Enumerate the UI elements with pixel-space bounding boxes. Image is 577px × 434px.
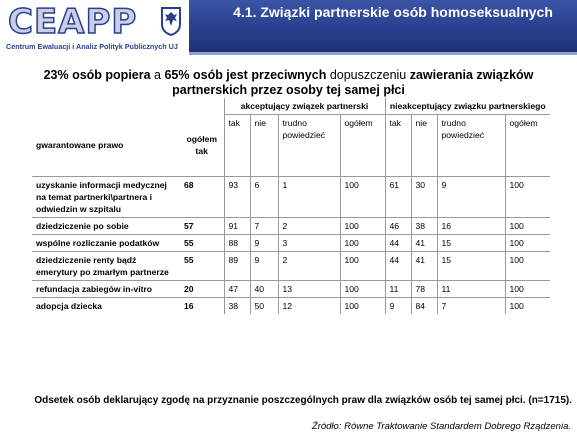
- table-row: [32, 281, 550, 298]
- row-a-hard: 2: [278, 252, 340, 281]
- row-a-total: 100: [340, 235, 385, 252]
- table-row: [32, 235, 550, 252]
- table-header-row: [32, 115, 550, 177]
- headline-connector: a: [150, 68, 165, 82]
- row-right: dziedziczenie renty bądź emerytury po zmarłym partnerze: [32, 252, 180, 281]
- row-a-no: 7: [250, 218, 278, 235]
- row-a-total: 100: [340, 218, 385, 235]
- row-a-yes: 47: [224, 281, 250, 298]
- row-right: wspólne rozliczanie podatków: [32, 235, 180, 252]
- row-a-yes: 93: [224, 177, 250, 218]
- row-total-yes: 55: [180, 252, 224, 281]
- col-header-right: gwarantowane prawo: [36, 140, 124, 151]
- table-body: [32, 177, 550, 315]
- row-n-no: 30: [411, 177, 437, 218]
- rights-table: [32, 98, 550, 314]
- row-n-hard: 11: [437, 281, 505, 298]
- table-row: [32, 298, 550, 315]
- row-n-yes: 44: [385, 252, 411, 281]
- group-accepting-header: akceptujący związek partnerski: [224, 98, 385, 115]
- row-a-no: 6: [250, 177, 278, 218]
- row-a-yes: 89: [224, 252, 250, 281]
- row-a-total: 100: [340, 298, 385, 315]
- headline-oppose: 65% osób jest przeciwnych: [164, 68, 327, 82]
- logo-subtitle: Centrum Ewaluacji i Analiz Polityk Publicznych UJ: [6, 42, 178, 51]
- row-n-no: 41: [411, 252, 437, 281]
- row-n-hard: 15: [437, 235, 505, 252]
- row-total-yes: 57: [180, 218, 224, 235]
- row-a-hard: 3: [278, 235, 340, 252]
- col-header-a-hard: trudno powiedzieć: [278, 115, 340, 177]
- row-a-hard: 2: [278, 218, 340, 235]
- col-header-a-yes: tak: [224, 115, 250, 177]
- row-a-hard: 12: [278, 298, 340, 315]
- row-n-no: 41: [411, 235, 437, 252]
- row-n-hard: 16: [437, 218, 505, 235]
- headline-middle: dopuszczeniu: [326, 68, 410, 82]
- footer-note: Odsetek osób deklarujący zgodę na przyznanie poszczególnych praw dla związków osób tej samej płci. (n=1715).: [34, 395, 572, 406]
- headline-topic: zawierania związków partnerskich przez osoby tej samej płci: [172, 68, 534, 97]
- row-n-yes: 11: [385, 281, 411, 298]
- row-n-yes: 61: [385, 177, 411, 218]
- row-n-yes: 9: [385, 298, 411, 315]
- group-not-accepting-header: nieakceptujący związku partnerskiego: [385, 98, 550, 115]
- row-n-total: 100: [505, 218, 550, 235]
- row-n-hard: 7: [437, 298, 505, 315]
- row-a-no: 50: [250, 298, 278, 315]
- col-header-a-no: nie: [250, 115, 278, 177]
- row-n-total: 100: [505, 235, 550, 252]
- eagle-emblem-icon: [160, 6, 182, 36]
- page-title: 4.1. Związki partnerskie osób homoseksualnych: [233, 4, 553, 20]
- row-n-no: 78: [411, 281, 437, 298]
- row-right: dziedziczenie po sobie: [32, 218, 180, 235]
- table-row: [32, 177, 550, 218]
- row-a-yes: 88: [224, 235, 250, 252]
- table-row: [32, 218, 550, 235]
- table-header-group-row: [32, 98, 550, 115]
- row-total-yes: 20: [180, 281, 224, 298]
- row-total-yes: 55: [180, 235, 224, 252]
- logo-text: CEAPP: [8, 2, 138, 42]
- col-header-n-total: ogółem: [505, 115, 550, 177]
- row-n-total: 100: [505, 177, 550, 218]
- col-header-n-no: nie: [411, 115, 437, 177]
- row-n-hard: 15: [437, 252, 505, 281]
- table-row: [32, 252, 550, 281]
- row-a-no: 9: [250, 235, 278, 252]
- row-n-no: 38: [411, 218, 437, 235]
- row-n-yes: 46: [385, 218, 411, 235]
- row-a-total: 100: [340, 177, 385, 218]
- row-a-total: 100: [340, 281, 385, 298]
- row-right: adopcja dziecka: [32, 298, 180, 315]
- row-n-no: 84: [411, 298, 437, 315]
- row-a-no: 9: [250, 252, 278, 281]
- row-a-no: 40: [250, 281, 278, 298]
- logo: [0, 0, 189, 56]
- row-n-hard: 9: [437, 177, 505, 218]
- headline: [10, 68, 567, 98]
- row-n-total: 100: [505, 252, 550, 281]
- col-header-a-total: ogółem: [340, 115, 385, 177]
- row-n-yes: 44: [385, 235, 411, 252]
- headline-support: 23% osób popiera: [43, 68, 151, 82]
- row-a-hard: 13: [278, 281, 340, 298]
- row-n-total: 100: [505, 281, 550, 298]
- row-total-yes: 68: [180, 177, 224, 218]
- row-a-total: 100: [340, 252, 385, 281]
- row-right: refundacja zabiegów in-vitro: [32, 281, 180, 298]
- row-total-yes: 16: [180, 298, 224, 315]
- col-header-n-hard: trudno powiedzieć: [437, 115, 505, 177]
- source-note: Źródło: Równe Traktowanie Standardem Dobrego Rządzenia.: [311, 421, 571, 432]
- row-right: uzyskanie informacji medycznej na temat partnerki\partnera i odwiedzin w szpitalu: [32, 177, 180, 218]
- row-n-total: 100: [505, 298, 550, 315]
- row-a-yes: 38: [224, 298, 250, 315]
- col-header-n-yes: tak: [385, 115, 411, 177]
- row-a-yes: 91: [224, 218, 250, 235]
- col-header-total-yes: ogółem tak: [186, 134, 218, 157]
- row-a-hard: 1: [278, 177, 340, 218]
